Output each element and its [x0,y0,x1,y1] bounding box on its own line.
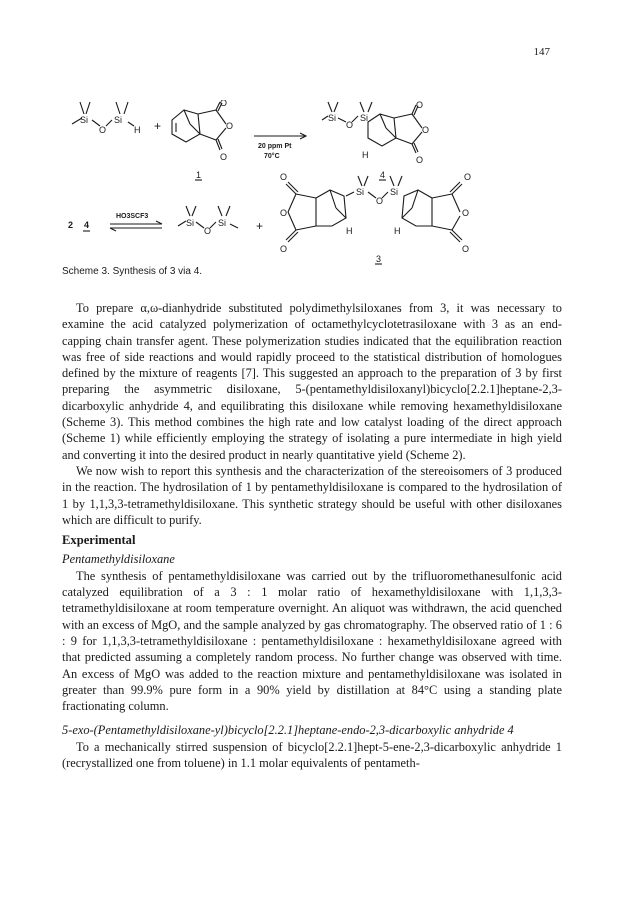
o-label: O [462,208,470,218]
h-label: H [362,150,369,160]
norbornene-anhydride-structure [172,100,233,180]
paragraph: To a mechanically stirred suspension of bicyclo[2.2.1]hept-5-ene-2,3-dicarboxylic anhydride 1 (recrystallized one from toluene) in 1.1 molar equivalents of pentameth- [62,739,562,771]
o-label: O [226,121,234,131]
reactant-4-label: 4 [84,220,90,230]
acid-reagent-label: HO3SCF3 [116,213,149,220]
si-label: Si [390,187,399,197]
o-label: O [346,120,354,130]
reaction-arrow [254,133,306,160]
o-label: O [416,155,424,165]
bis-anhydride-disiloxane-structure [280,172,471,264]
si-label: Si [186,218,195,228]
o-label: O [280,172,288,182]
hexamethyldisiloxane-structure [178,206,238,236]
plus-sign: + [154,119,162,133]
compound-1-label: 1 [196,170,202,180]
h-label: H [134,125,141,135]
temperature-label: 70°C [264,153,280,160]
si-label: Si [218,218,227,228]
si-label: Si [360,113,369,123]
subsection-heading: Pentamethyldisiloxane [62,552,175,567]
compound-4-label: 4 [380,170,386,180]
o-label: O [280,208,288,218]
disiloxanyl-anhydride-structure [322,100,429,180]
o-label: O [422,125,430,135]
o-label: O [220,100,228,108]
si-label: Si [114,115,123,125]
paragraph: We now wish to report this synthesis and the characterization of the stereoisomers of 3 produced in the reaction. The hydrosilation of 1 by pentamethyldisiloxane is compared to the hydrosilation of 1 by 1,1,3,3-tetramethyldisiloxane. This synthetic strategy should be useful with other disiloxanes which are difficult to purify. [62,463,562,527]
o-label: O [464,172,472,182]
subsection-heading: 5-exo-(Pentamethyldisiloxane-yl)bicyclo[2.2.1]heptane-endo-2,3-dicarboxylic anhydride 4 [62,723,514,738]
si-label: Si [328,113,337,123]
pentamethyldisiloxane-structure [72,102,141,135]
page-number: 147 [533,46,550,58]
article-body [62,300,562,771]
equilibrium-arrow [110,213,162,231]
o-label: O [376,196,384,206]
h-label: H [346,226,353,236]
si-label: Si [80,115,89,125]
catalyst-label: 20 ppm Pt [258,143,292,150]
coefficient-label: 2 [68,220,74,230]
o-label: O [416,100,424,110]
o-label: O [462,244,470,254]
h-label: H [394,226,401,236]
scheme-caption: Scheme 3. Synthesis of 3 via 4. [62,266,203,277]
si-label: Si [356,187,365,197]
plus-sign: + [256,219,264,233]
o-label: O [99,125,107,135]
paragraph: To prepare α,ω-dianhydride substituted polydimethylsiloxanes from 3, it was necessary to examine the acid catalyzed polymerization of octamethylcyclotetrasiloxane with 3 as an end-capping chain transfer agent. These polymerization studies indicated that the equilibration reaction was free of side reactions and would rapidly proceed to the statistical distribution of homologues defined by the mixture of reagents [7]. This suggested an approach to the preparation of 3 by first preparing the asymmetric disiloxane, 5-(pentamethyldisiloxanyl)bicyclo[2.2.1]heptane-2,3-dicarboxylic anhydride 4, and equilibrating this disiloxane while removing hexamethyldisiloxane (Scheme 3). This method combines the high rate and low catalyst loading of the direct approach (Scheme 1) while efficiently employing the strategy of isolating a pure intermediate in high yield and converting it into the desired product in nearly quantitative yield (Scheme 2). [62,301,562,462]
compound-3-label: 3 [376,254,382,264]
o-label: O [204,226,212,236]
section-heading: Experimental [62,533,136,548]
o-label: O [280,244,288,254]
o-label: O [220,152,228,162]
reaction-scheme [60,100,560,270]
paragraph: The synthesis of pentamethyldisiloxane was carried out by the trifluoromethanesulfonic acid catalyzed equilibration of a 3 : 1 molar ratio of hexamethyldisiloxane with 1,1,3,3-tetramethyldisiloxane at room temperature overnight. An aliquot was withdrawn, the acid quenched with an excess of MgO, and the sample analyzed by gas chromatography. The observed ratio of 1 : 6 : 9 for 1,1,3,3-tetramethyldisiloxane : pentamethyldisiloxane : hexamethyldisiloxane agreed with that predicted assuming a completely random process. No further change was observed with time. An excess of MgO was added to the reaction mixture and pentamethyldisiloxane was isolated in greater than 99.9% pure form in a 90% yield by distillation at 84°C using a standing plate fractionating column. [62,568,562,714]
